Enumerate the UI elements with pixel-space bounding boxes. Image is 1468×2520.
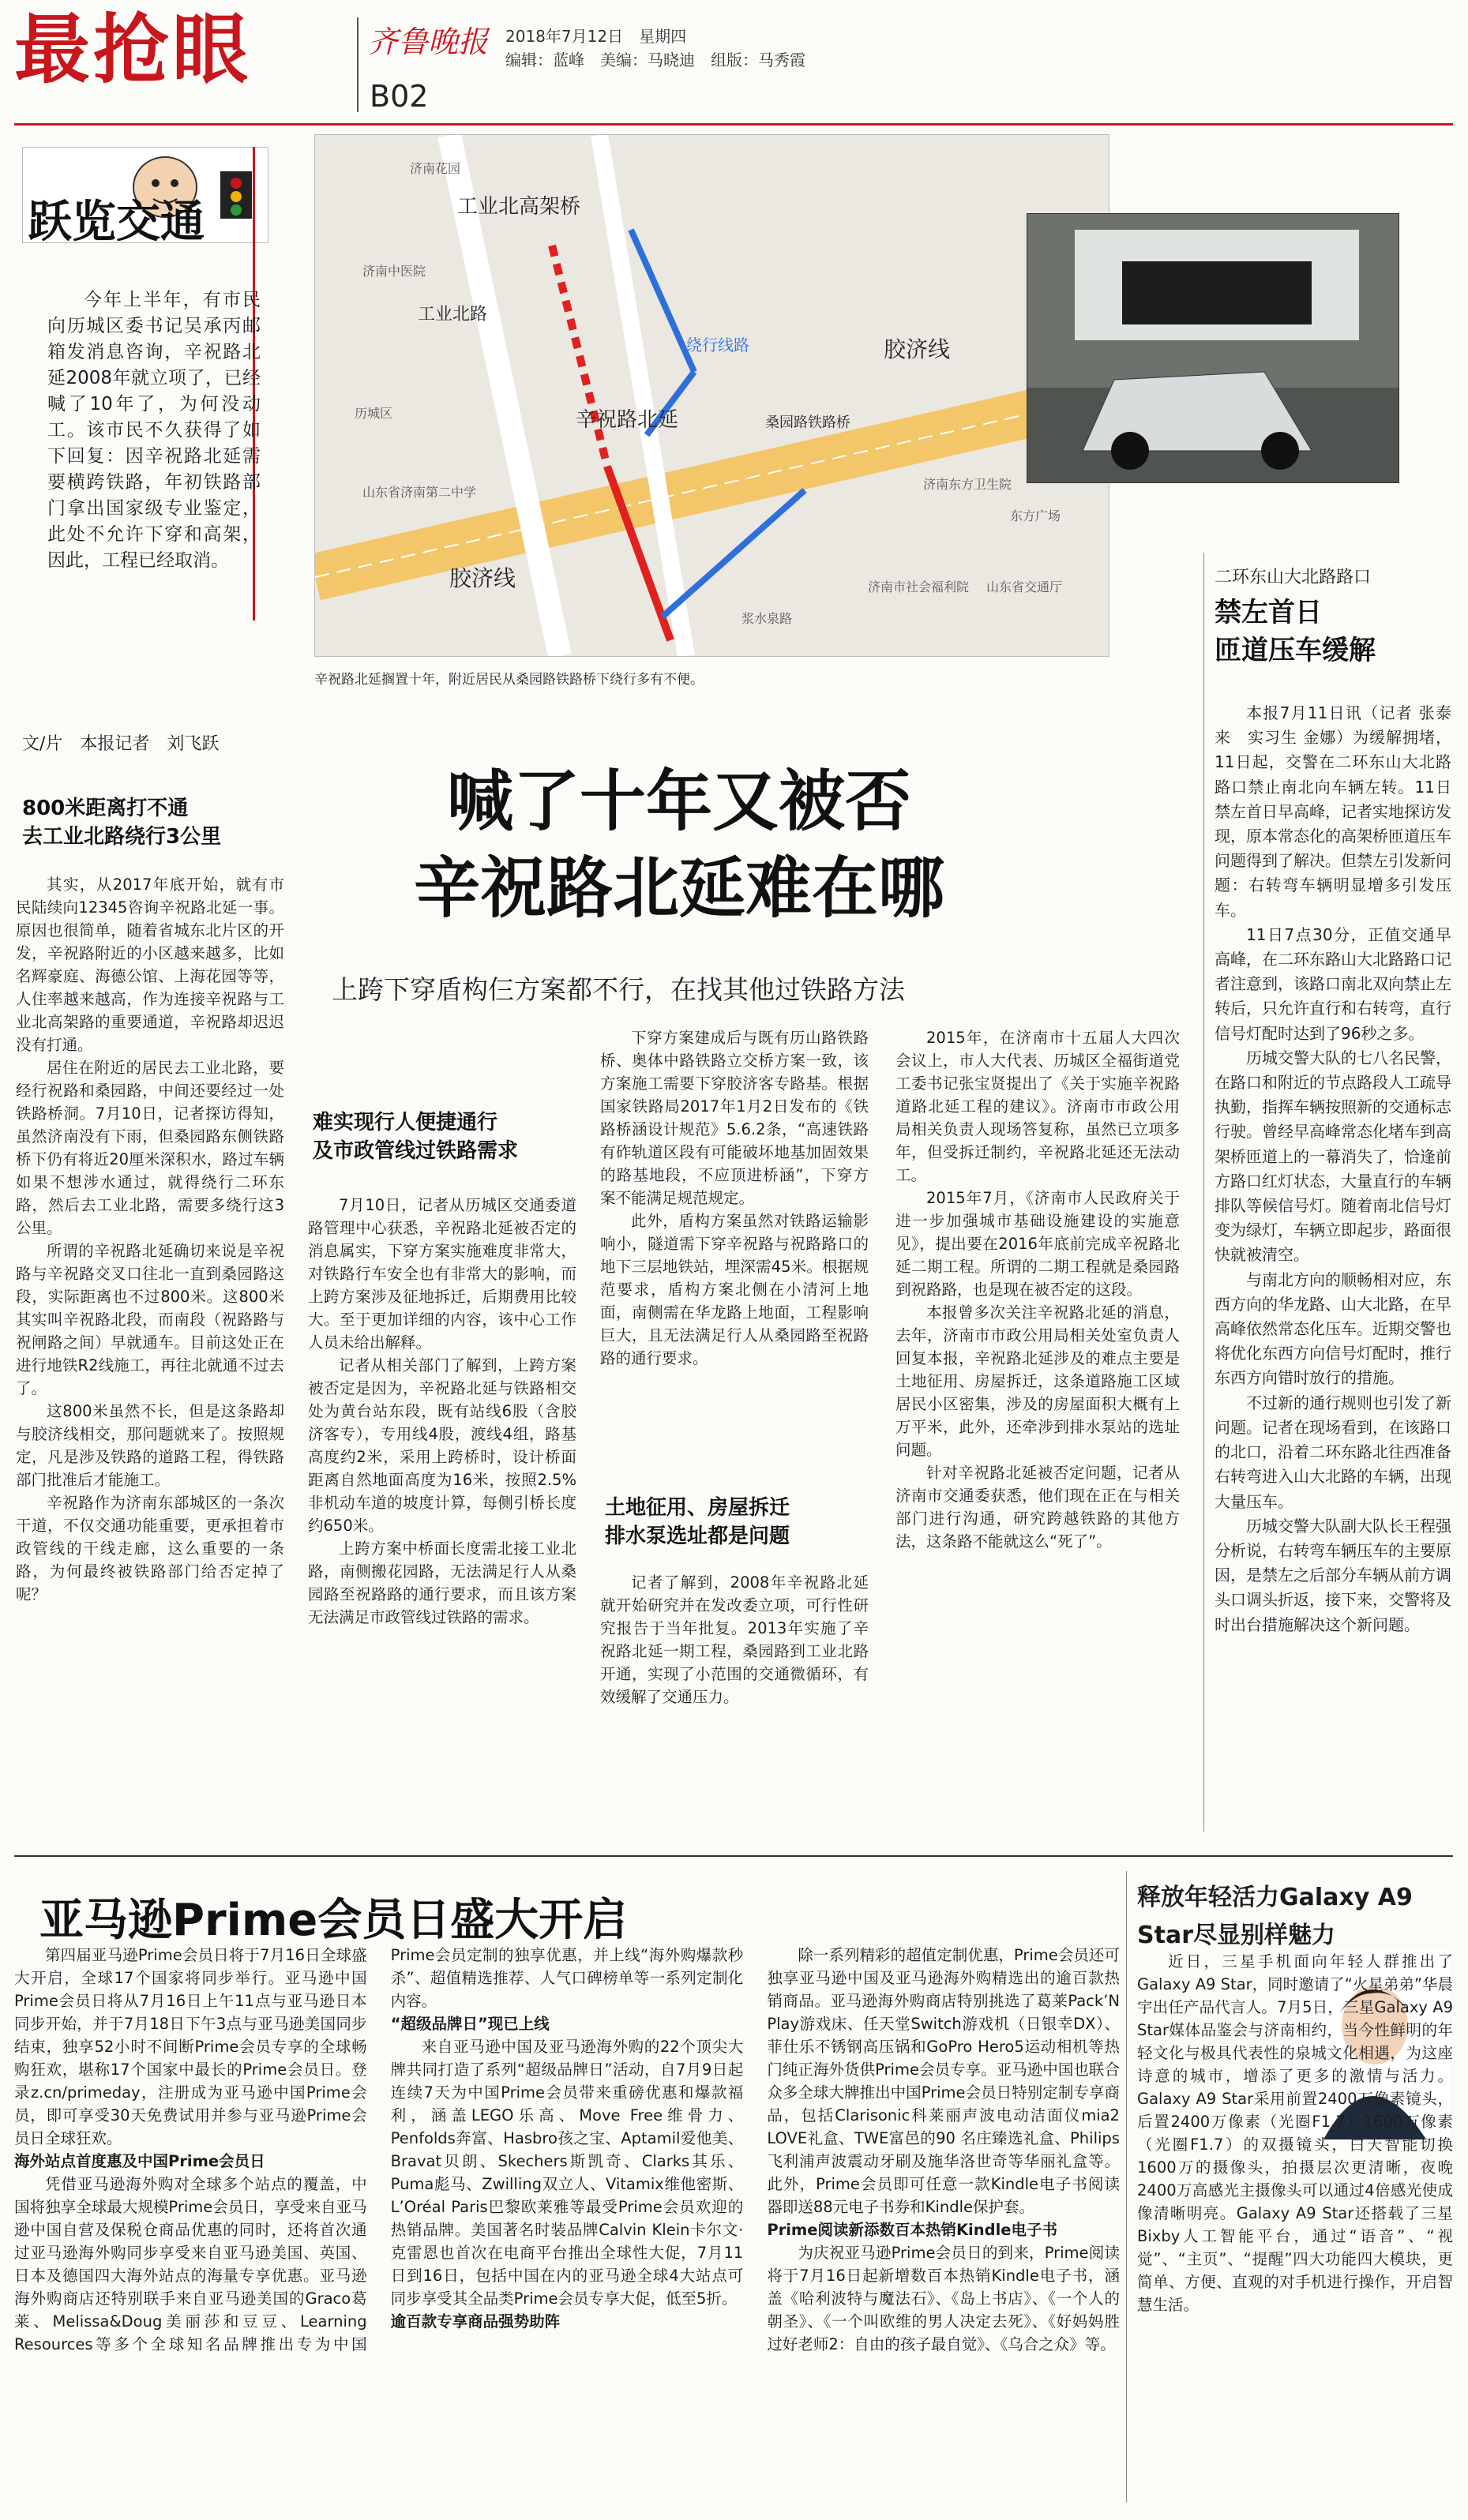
article-paragraph: 此外，盾构方案虽然对铁路运输影响小，隧道需下穿辛祝路与祝路路口的地下三层地铁站，埋深需45米。根据规范要求，盾构方案北侧在小清河上地面，南侧需在华龙路上地面，工程影响巨大，且无法满足行人从桑园路至祝路路的通行要求。 [600,1212,869,1367]
map-label: 济南市社会福利院 [868,579,970,594]
map-label: 山东省济南第二中学 [362,485,477,500]
sidebar-title: 禁左首日 匝道压车缓解 [1215,597,1376,666]
sidebar-body [1215,701,1451,1637]
sidebar-paragraph: 与南北方向的顺畅相对应，东西方向的华龙路、山大北路，在早高峰依然常态化压车。近期交警也将优化东西方向信号灯配时，推行东西方向错时放行的措施。 [1215,1269,1451,1388]
paper-logo: 齐鲁晚报 [368,24,489,59]
article-paragraph: 针对辛祝路北延被否定问题，记者从济南市交通委获悉，他们现在正在与相关部门进行沟通，研究跨越铁路的其他方法，这条路不能就这么“死了”。 [895,1464,1180,1551]
map-label: 工业北路 [418,305,488,324]
column-2 [308,1194,576,1629]
tunnel-photo [1027,213,1399,483]
column-3b [600,1571,869,1708]
sidebar-paragraph: 历城交警大队的七八名民警，在路口和附近的节点路段人工疏导执勤，指挥车辆按照新的交通标志行驶。曾经早高峰常态化堵车到高架桥匝道上的一幕消失了，恰逢前方路口红灯状态，大量直行的车辆排队等候信号灯。随着南北信号灯变为绿灯，车辆立即起步，路面很快就被清空。 [1215,1048,1451,1265]
map-label: 绕行线路 [686,336,749,354]
page-code: B02 [370,79,429,114]
headline-line-1: 喊了十年又被否 [446,763,911,840]
article-paragraph: 其实，从2017年底开始，就有市民陆续向12345咨询辛祝路北延一事。原因也很简单，随着省城东北片区的开发，辛祝路附近的小区越来越多，比如名辉豪庭、海德公馆、上海花园等等，人住率越来越高，作为连接辛祝路与工业北高架路的重要通道，辛祝路却迟迟没有打通。 [16,876,284,1054]
map-label: 辛祝路北延 [576,408,679,432]
map-label: 山东省交通厅 [986,579,1063,594]
masthead-rule [14,123,1453,126]
amazon-subheading: “超级品牌日”现已上线 [390,2015,550,2033]
amazon-subheading: Prime阅读新添数百本热销Kindle电子书 [767,2221,1057,2239]
amazon-paragraph: 来自亚马逊中国及亚马逊海外购的22个顶尖大牌共同打造了系列“超级品牌日”活动，自7月9日起连续7天为中国Prime会员带来重磅优惠和爆款福利，涵盖LEGO乐高、Move Free维骨力、Penfolds奔富、Hasbro孩之宝、Aptamil爱他美、Bravat贝朗、Skechers斯凯奇、Clarks其乐、Puma彪马、Zwilling双立人、Vitamix维他密斯、L’Oréal Paris巴黎欧莱雅等最受Prime会员欢迎的热销品牌。美国著名时装品牌Calvin Klein卡尔文·克雷恩也首次在电商平台推出全球性大促，7月11日到16日，包括中国在内的亚马逊全球4大站点可同步享受其全品类Prime会员专享大促，低至5折。 [390,2038,744,2308]
article-paragraph: 记者从相关部门了解到，上跨方案被否定是因为，辛祝路北延与铁路相交处为黄台站东段，既有站线6股（含胶济客专），专用线4股，渡线4组，路基高度约2米，采用上跨桥时，设计桥面距离自然地面高度为16米，按照2.5%非机动车道的坡度计算，每侧引桥长度约650米。 [308,1356,576,1535]
section-heading: 800米距离打不通 去工业北路绕行3公里 [22,797,222,849]
article-paragraph: 本报曾多次关注辛祝路北延的消息，去年，济南市市政公用局相关处室负责人回复本报，辛祝路北延涉及的难点主要是土地征用、房屋拆迁，这条道路施工区域居民小区密集，涉及的房屋面积大概有上万平米，此外，还牵涉到排水泵站的选址问题。 [895,1303,1180,1459]
galaxy-headline: 释放年轻活力Galaxy A9 Star尽显别样魅力 [1137,1884,1413,1949]
article-paragraph: 7月10日，记者从历城区交通委道路管理中心获悉，辛祝路北延被否定的消息属实，下穿方案实施难度非常大，对铁路行车安全也有非常大的影响，而上跨方案涉及征地拆迁，后期费用比较大。至于更加详细的内容，该中心工作人员未给出解释。 [308,1196,576,1352]
map-label: 浆水泉路 [742,611,793,626]
sidebar-paragraph: 不过新的通行规则也引发了新问题。记者在现场看到，在该路口的北口，沿着二环东路北往西准备右转弯进入山大北路的车辆，出现大量压车。 [1215,1393,1451,1511]
article-paragraph: 2015年，在济南市十五届人大四次会议上，市人大代表、历城区全福街道党工委书记张宝贤提出了《关于实施辛祝路道路北延工程的建议》。济南市市政公用局相关负责人现场答复称，虽然已立项多年，但受拆迁制约，辛祝路北延还无法动工。 [895,1029,1180,1184]
amazon-paragraph: 为庆祝亚马逊Prime会员日的到来，Prime阅读将于7月16日起新增数百本热销Kindle电子书，涵盖《哈利波特与魔法石》、《岛上书店》、《一个人的朝圣》、《一个叫欧维的男人决定去死》、《好妈妈胜过好老师2：自由的孩子最自觉》、《乌合之众》等。 [767,2244,1120,2353]
map-label: 济南中医院 [362,264,426,279]
article-paragraph: 记者了解到，2008年辛祝路北延就开始研究并在发改委立项，可行性研究报告于当年批复。2013年实施了辛祝路北延一期工程，桑园路到工业北路开通，实现了小范围的交通微循环，有效缓解了交通压力。 [600,1573,869,1706]
amazon-subheading: 海外站点首度惠及中国Prime会员日 [14,2152,265,2170]
map-caption: 辛祝路北延搁置十年，附近居民从桑园路铁路桥下绕行多有不便。 [314,672,704,688]
column-4 [895,1026,1180,1553]
headline [332,758,1027,932]
article-paragraph: 这800米虽然不长，但是这条路却与胶济线相交，那问题就来了。按照规定，凡是涉及铁路的道路工程，得铁路部门批准后才能施工。 [16,1402,284,1489]
map-label: 胶济线 [449,565,516,591]
article-paragraph: 居住在附近的居民去工业北路，要经行祝路和桑园路，中间还要经过一处铁路桥洞。7月10日，记者探访得知，虽然济南没有下雨，但桑园路东侧铁路桥下仍有将近20厘米深积水，路过车辆如果不想涉水通过，就得绕行二环东路，然后去工业北路，需要多绕行这3公里。 [16,1059,284,1237]
section-heading: 难实现行人便捷通行 及市政管线过铁路需求 [313,1111,519,1163]
amazon-paragraph: 凭借亚马逊海外购对全球多个站点的覆盖，中国将独享全球最大规模Prime会员日，享受来自亚马逊中国自营及保税仓商品优惠的同时，还将首次通过亚马逊海外购同步享受来自亚马逊美国、英国、日本及德国四大海外站点的海量专享优惠。亚马逊海外购商店还特别联手来自亚马逊美国的Graco葛莱、Melissa&Doug美丽莎和豆豆、Learning Resources等多个全球知名品牌推出专为中国Prime会员定制的独享优惠，并上线“海外购爆款秒杀”、超值精选推荐、人气口碑榜单等一系列定制化内容。 [14,1946,744,2353]
section-title: 最抢眼 [14,6,251,94]
map-label: 历城区 [355,406,393,421]
column-rule [1126,1871,1127,2503]
column-1 [16,873,284,1606]
map-label: 东方广场 [1010,508,1061,523]
map-label: 工业北高架桥 [457,195,581,219]
section-heading: 土地征用、房屋拆迁 排水泵选址都是问题 [605,1496,790,1548]
subheadline: 上跨下穿盾构仨方案都不行，在找其他过铁路方法 [332,974,905,1005]
intro-paragraph: 今年上半年，有市民向历城区委书记吴承丙邮箱发消息咨询，辛祝路北延2008年就立项了，已经喊了10年了，为何没动工。该市民不久获得了如下回复：因辛祝路北延需要横跨铁路，年初铁路部门拿出国家级专业鉴定，此处不允许下穿和高架，因此，工程已经取消。 [47,290,261,571]
headline-line-2: 辛祝路北延难在哪 [413,849,944,927]
amazon-paragraph: 第四届亚马逊Prime会员日将于7月16日全球盛大开启，全球17个国家将同步举行。亚马逊中国Prime会员日将从7月16日上午11点与亚马逊日本同步开始，并于7月18日下午3点与亚马逊美国同步结束，独享52小时不间断Prime会员专享的全球畅购狂欢，堪称17个国家中最长的Prime会员日。登录z.cn/primeday，注册成为亚马逊中国Prime会员，即可享受30天免费试用并参与亚马逊Prime会员日全球狂欢。 [14,1946,367,2147]
intro-text [47,287,261,574]
issue-date: 2018年7月12日 星期四 [505,27,687,46]
amazon-subheading: 逾百款专享商品强势助阵 [390,2312,561,2331]
article-paragraph: 辛祝路作为济南东部城区的一条次干道，不仅交通功能重要，更承担着市政管线的干线走廊，这么重要的一条路，为何最终被铁路部门给否定掉了呢？ [16,1494,284,1603]
column-logo [22,147,268,248]
map-label: 济南东方卫生院 [923,477,1012,492]
staff-credits: 编辑：蓝峰 美编：马晓迪 组版：马秀霞 [505,51,805,69]
amazon-body [14,1944,1120,2512]
article-paragraph: 2015年7月，《济南市人民政府关于进一步加强城市基础设施建设的实施意见》，提出要在2016年底前完成辛祝路北延二期工程。所谓的二期工程就是桑园路到祝路路，也是现在被否定的这段。 [895,1189,1180,1299]
map-label: 桑园路铁路桥 [765,414,850,431]
tunnel-photo-art [1027,214,1399,482]
map-label: 胶济线 [884,336,951,362]
sidebar-kicker: 二环东山大北路路口 [1215,568,1372,587]
section-rule [14,1855,1453,1857]
sidebar-paragraph: 11日7点30分，正值交通早高峰，在二环东路山大北路路口记者注意到，该路口南北双向禁止左转后，只允许直行和右转弯，直行信号灯配时达到了96秒之多。 [1215,924,1451,1043]
map-label: 济南花园 [410,161,461,176]
column-logo-text: 跃览交通 [28,196,205,248]
galaxy-paragraph: 近日，三星手机面向年轻人群推出了Galaxy A9 Star，同时邀请了“火星弟弟”华晨宇出任产品代言人。7月5日，三星Galaxy A9 Star媒体品鉴会与济南相约，当今性鲜明的年轻文化与极具代表性的泉城文化相遇，为这座诗意的城市，增添了更多的激情与活力。Galaxy A9 Star采用前置2400万像素镜头，后置2400万像素（光圈F1.7）1600万像素（光圈F1.7）的双摄镜头，白天智能切换1600万的摄像头，拍摄层次更清晰，夜晚2400万高感光主摄像头可以通过4倍感光使成像清晰明亮。Galaxy A9 Star还搭载了三星Bixby人工智能平台，通过“语音”、“视觉”、“主页”、“提醒”四大功能四大模块，更简单、方便、直观的对手机进行操作，开启智慧生活。 [1137,1952,1453,2314]
column-3 [600,1026,869,1370]
article-paragraph: 上跨方案中桥面长度需北接工业北路，南侧搬花园路，无法满足行人从桑园路至祝路路的通行要求，而且该方案无法满足市政管线过铁路的需求。 [308,1539,576,1626]
amazon-headline: 亚马逊Prime会员日盛大开启 [39,1895,628,1946]
galaxy-body [1137,1950,1453,2316]
amazon-paragraph: 除一系列精彩的超值定制优惠，Prime会员还可独享亚马逊中国及亚马逊海外购精选出的逾百款热销商品。亚马逊海外购商店特别挑选了葛莱Pack’N Play游戏床、任天堂Switch游戏机（日银幸DX）、菲仕乐不锈钢高压锅和GoPro Hero5运动相机等热门纯正海外货供Prime会员专享。亚马逊中国也联合众多全球大牌推出中国Prime会员日特别定制专享商品，包括Clarisonic科莱丽声波电动洁面仪mia2 LOVE礼盒、TWE富邑的90 名庄臻选礼盒、Philips飞利浦声波震动牙刷及施华洛世奇等华丽礼盒等。此外，Prime会员即可任意一款Kindle电子书阅读器即送88元电子书券和Kindle保护套。 [767,1946,1120,2216]
article-paragraph: 所谓的辛祝路北延确切来说是辛祝路与辛祝路交叉口往北一直到桑园路这段，实际距离也不过800米。这800米其实叫辛祝路北段，而南段（祝路路与祝闸路之间）早就通车。目前这处正在进行地铁R2线施工，再往北就通不过去了。 [16,1242,284,1397]
masthead-divider [357,17,359,112]
sidebar-paragraph: 历城交警大队副大队长王程强分析说，右转弯车辆压车的主要原因，是禁左之后部分车辆从前方调头口调头折返，接下来，交警将及时出台措施解决这个新问题。 [1215,1516,1451,1634]
column-rule [1203,553,1204,1832]
route-map [314,134,1109,657]
article-paragraph: 下穿方案建成后与既有历山路铁路桥、奥体中路铁路立交桥方案一致，该方案施工需要下穿胶济客专路基。根据国家铁路局2017年1月2日发布的《铁路桥涵设计规范》5.6.2条，“高速铁路有砟轨道区段有可能破坏地基加固效果的路基地段，不应顶进桥涵”，下穿方案不能满足规范规定。 [600,1029,869,1207]
sidebar-paragraph: 本报7月11日讯（记者 张泰来 实习生 金娜）为缓解拥堵，11日起，交警在二环东山大北路路口禁止南北向车辆左转。11日禁左首日早高峰，记者实地探访发现，原本常态化的高架桥匝道压车问题得到了解决。但禁左引发新问题：右转弯车辆明显增多引发压车。 [1215,703,1451,920]
byline: 文/片 本报记者 刘飞跃 [22,734,220,754]
